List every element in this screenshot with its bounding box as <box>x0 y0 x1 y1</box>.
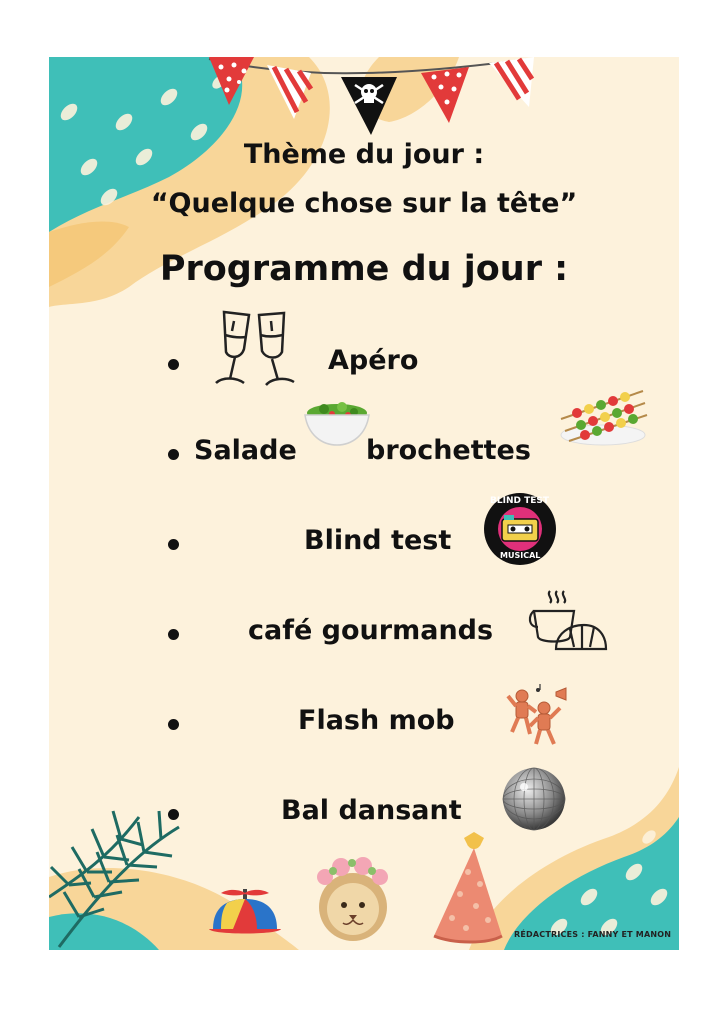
disco-ball-icon <box>500 765 568 833</box>
program-title: Programme du jour : <box>159 249 569 289</box>
item-flash-mob: Flash mob <box>298 705 455 736</box>
bullet <box>168 719 179 730</box>
item-brochettes: brochettes <box>366 435 531 466</box>
bullet <box>168 449 179 460</box>
propeller-cap-icon <box>207 885 285 940</box>
skewers-icon <box>555 379 651 451</box>
item-bal-dansant: Bal dansant <box>281 795 462 826</box>
bullet <box>168 629 179 640</box>
party-hat-icon <box>426 832 506 947</box>
champagne-glasses-icon <box>204 307 304 392</box>
bullet <box>168 539 179 550</box>
salad-bowl-icon <box>302 399 372 449</box>
theme-title: Thème du jour : <box>243 139 485 170</box>
item-salade: Salade <box>194 435 297 466</box>
item-apero: Apéro <box>328 345 419 376</box>
item-blind-test: Blind test <box>304 525 452 556</box>
item-cafe-gourmands: café gourmands <box>248 615 494 646</box>
theme-subtitle: “Quelque chose sur la tête” <box>150 188 578 219</box>
bullet <box>168 359 179 370</box>
dancers-icon <box>504 682 570 748</box>
poster <box>49 57 679 950</box>
credits: RÉDACTRICES : FANNY ET MANON <box>514 930 672 939</box>
bullet <box>168 809 179 820</box>
blind-test-cassette-icon: BLIND TEST MUSICAL <box>476 489 564 569</box>
coffee-croissant-icon <box>526 585 608 655</box>
lion-with-flowers-icon <box>307 849 399 949</box>
